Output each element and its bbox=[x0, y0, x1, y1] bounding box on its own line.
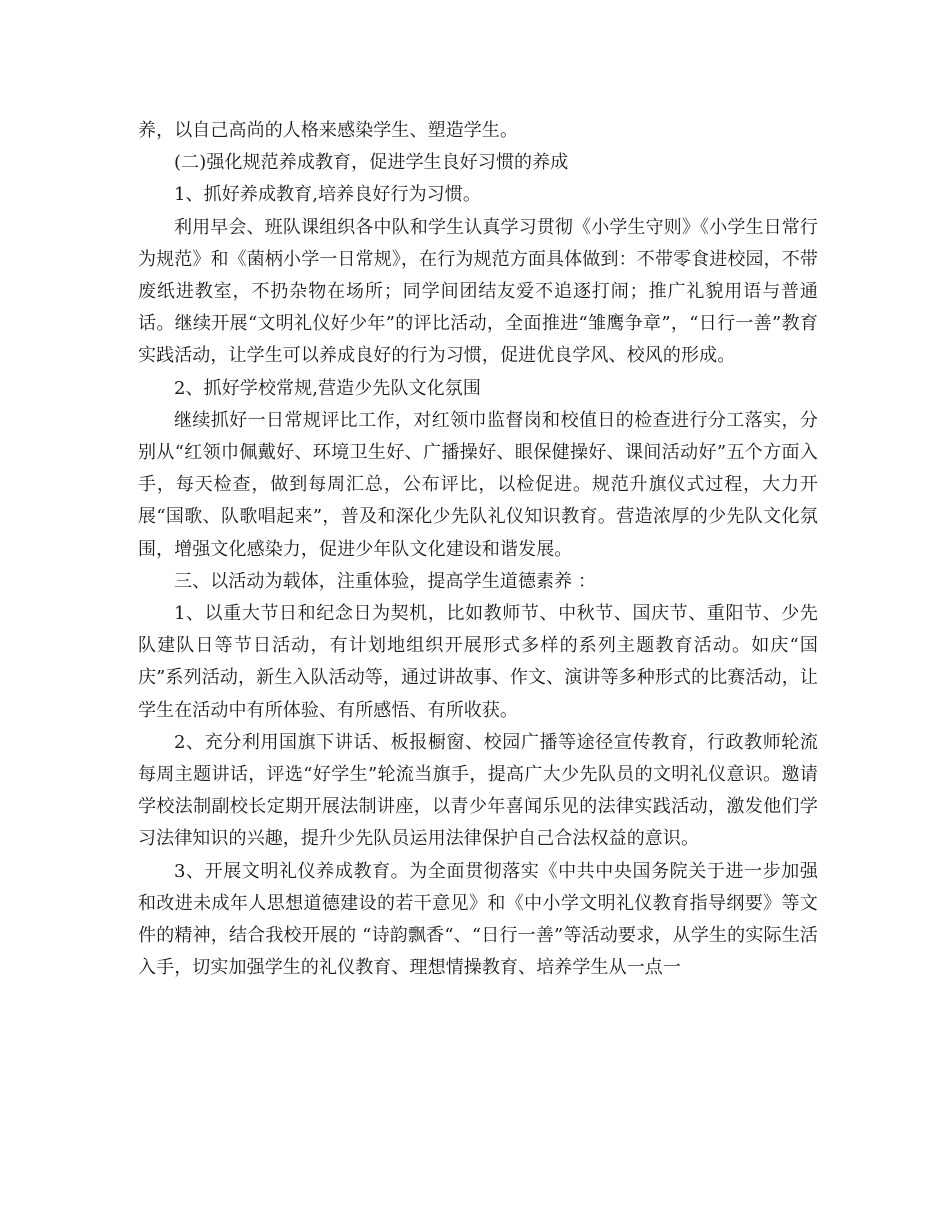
paragraph: 利用早会、班队课组织各中队和学生认真学习贯彻《小学生守则》《小学生日常行为规范》和《菌柄小学一日常规》，在行为规范方面具体做到：不带零食进校园，不带废纸进教室，不扔杂物在场所；同学间团结友爱不追逐打闹；推广礼貌用语与普通话。继续开展“文明礼仪好少年”的评比活动，全面推进“雏鹰争章”，“日行一善”教育实践活动，让学生可以养成良好的行为习惯，促进优良学风、校风的形成。 bbox=[138, 216, 818, 367]
paragraph: 继续抓好一日常规评比工作，对红领巾监督岗和校值日的检查进行分工落实，分别从“红领巾佩戴好、环境卫生好、广播操好、眼保健操好、课间活动好”五个方面入手，每天检查，做到每周汇总，公布评比，以检促进。规范升旗仪式过程，大力开展“国歌、队歌唱起来”，普及和深化少先队礼仪知识教育。营造浓厚的少先队文化氛围，增强文化感染力，促进少年队文化建设和谐发展。 bbox=[138, 409, 818, 560]
paragraph: 2、充分利用国旗下讲话、板报橱窗、校园广播等途径宣传教育，行政教师轮流每周主题讲话，评选“好学生”轮流当旗手，提高广大少先队员的文明礼仪意识。邀请学校法制副校长定期开展法制讲座，以青少年喜闻乐见的法律实践活动，激发他们学习法律知识的兴趣，提升少先队员运用法律保护自己合法权益的意识。 bbox=[138, 731, 818, 850]
paragraph: 养，以自己高尚的人格来感染学生、塑造学生。 bbox=[138, 120, 519, 141]
paragraph: 1、以重大节日和纪念日为契机，比如教师节、中秋节、国庆节、重阳节、少先队建队日等节日活动，有计划地组织开展形式多样的系列主题教育活动。如庆“国庆”系列活动，新生入队活动等，通过讲故事、作文、演讲等多种形式的比赛活动，让学生在活动中有所体验、有所感悟、有所收获。 bbox=[138, 603, 818, 721]
document-body bbox=[138, 115, 818, 984]
section-heading: (二)强化规范养成教育，促进学生良好习惯的养成 bbox=[174, 152, 569, 174]
section-heading: 三、以活动为载体，注重体验，提高学生道德素养 ： bbox=[174, 570, 597, 592]
paragraph: 3、开展文明礼仪养成教育。为全面贯彻落实《中共中央国务院关于进一步加强和改进未成年人思想道德建设的若干意见》和《中小学文明礼仪教育指导纲要》等文件的精神，结合我校开展的 “诗韵飘香“、“日行一善”等活动要求，从学生的实际生活入手，切实加强学生的礼仪教育、理想情操教育、培养学生从一点一 bbox=[138, 860, 818, 979]
subsection-heading: 1、抓好养成教育,培养良好行为习惯。 bbox=[174, 184, 481, 206]
subsection-heading: 2、抓好学校常规,营造少先队文化氛围 bbox=[174, 377, 481, 399]
